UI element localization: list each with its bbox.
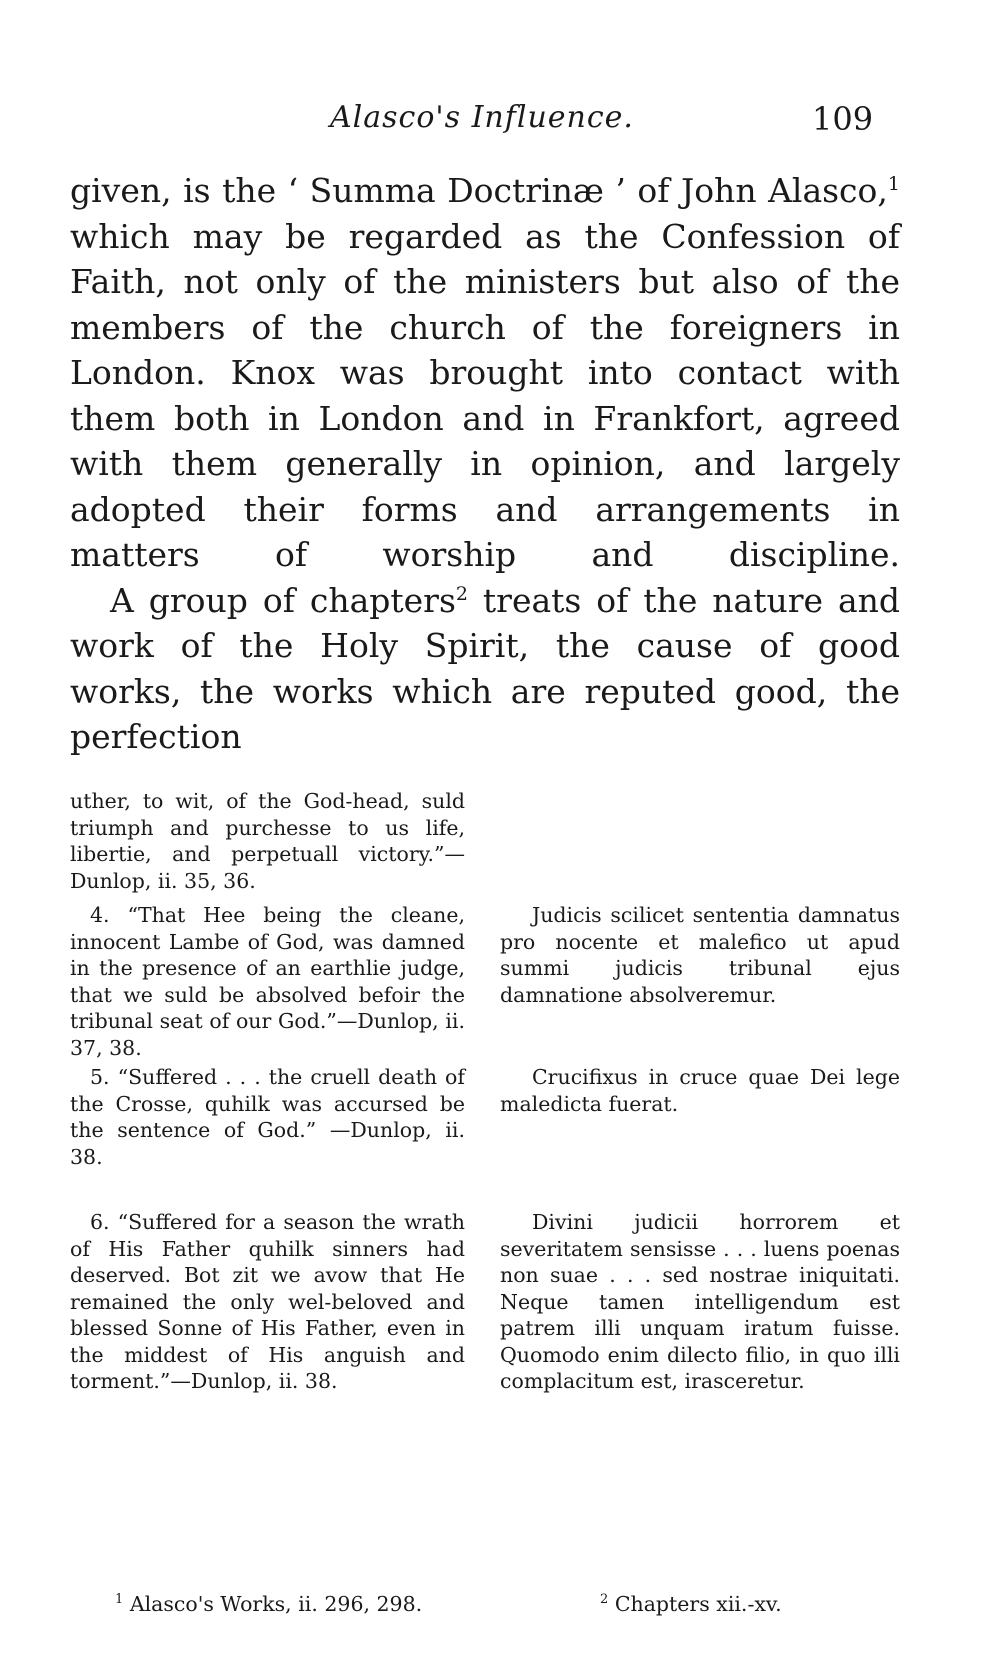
paragraph-1-start: given, is the ‘ Summa Doctrinæ ’ of John Alasco, bbox=[70, 171, 888, 210]
comparison-row bbox=[70, 788, 900, 902]
latin-text: Crucifixus in cruce quae Dei lege maledicta fuerat. bbox=[500, 1065, 900, 1116]
running-title: Alasco's Influence. bbox=[330, 100, 634, 135]
footnote-2-text: Chapters xii.-xv. bbox=[614, 1592, 782, 1616]
latin-text: Judicis scilicet sententia damnatus pro nocente et malefico ut apud summi judicis tribunal ejus damnatione absolveremur. bbox=[500, 903, 900, 1007]
footnote-1-mark: 1 bbox=[115, 1592, 124, 1608]
comparison-row bbox=[70, 1064, 900, 1209]
comparison-row bbox=[70, 1209, 900, 1424]
paragraph-2 bbox=[70, 578, 900, 760]
paragraph-2-start: A group of chapters bbox=[110, 580, 456, 620]
footnote-ref-2: 2 bbox=[455, 582, 468, 605]
latin-text: Divini judicii horrorem et severitatem sensisse . . . luens poenas non suae . . . sed nostrae iniquitati. Neque tamen intelligendum est patrem illi unquam iratum fuisse. Quomodo enim dilecto filio, in quo illi complacitum est, irasceretur. bbox=[500, 1210, 900, 1393]
footnote-1 bbox=[115, 1592, 422, 1616]
main-text bbox=[70, 168, 900, 760]
footnote-ref-1: 1 bbox=[887, 173, 900, 195]
footnote-2-mark: 2 bbox=[600, 1592, 609, 1608]
page-number: 109 bbox=[812, 100, 874, 138]
footnote-1-text: Alasco's Works, ii. 296, 298. bbox=[129, 1592, 423, 1616]
comparison-row bbox=[70, 902, 900, 1064]
scots-text: uther, to wit, of the God-head, suld triumph and purchesse to us life, libertie, and perpetuall victory.”—Dunlop, ii. 35, 36. bbox=[70, 789, 465, 893]
scots-text: 4. “That Hee being the cleane, innocent Lambe of God, was damned in the presence of an earthlie judge, that we suld be absolved befoir the tribunal seat of our God.”—Dunlop, ii. 37, 38. bbox=[70, 903, 465, 1060]
footnote-2 bbox=[600, 1592, 782, 1616]
scots-text: 5. “Suffered . . . the cruell death of the Crosse, quhilk was accursed be the sentence of God.” —Dunlop, ii. 38. bbox=[70, 1065, 465, 1169]
paragraph-1-rest: which may be regarded as the Confession of Faith, not only of the ministers but also of the members of the church of the foreigners in London. Knox was brought into contact with them both in London and in Frankfort, agreed with them generally in opinion, and largely adopted their forms and arrangements in matters of worship and discipline. bbox=[70, 216, 900, 574]
page-header bbox=[0, 100, 1000, 150]
scots-text: 6. “Suffered for a season the wrath of His Father quhilk sinners had deserved. Bot zit we avow that He remained the only wel-beloved and blessed Sonne of His Father, even in the middest of His anguish and torment.”—Dunlop, ii. 38. bbox=[70, 1210, 465, 1393]
paragraph-2-rest: treats of the nature and work of the Holy Spirit, the cause of good works, the works which are reputed good, the perfection bbox=[70, 580, 900, 756]
paragraph-1 bbox=[70, 168, 900, 578]
comparison-table bbox=[70, 788, 900, 1424]
